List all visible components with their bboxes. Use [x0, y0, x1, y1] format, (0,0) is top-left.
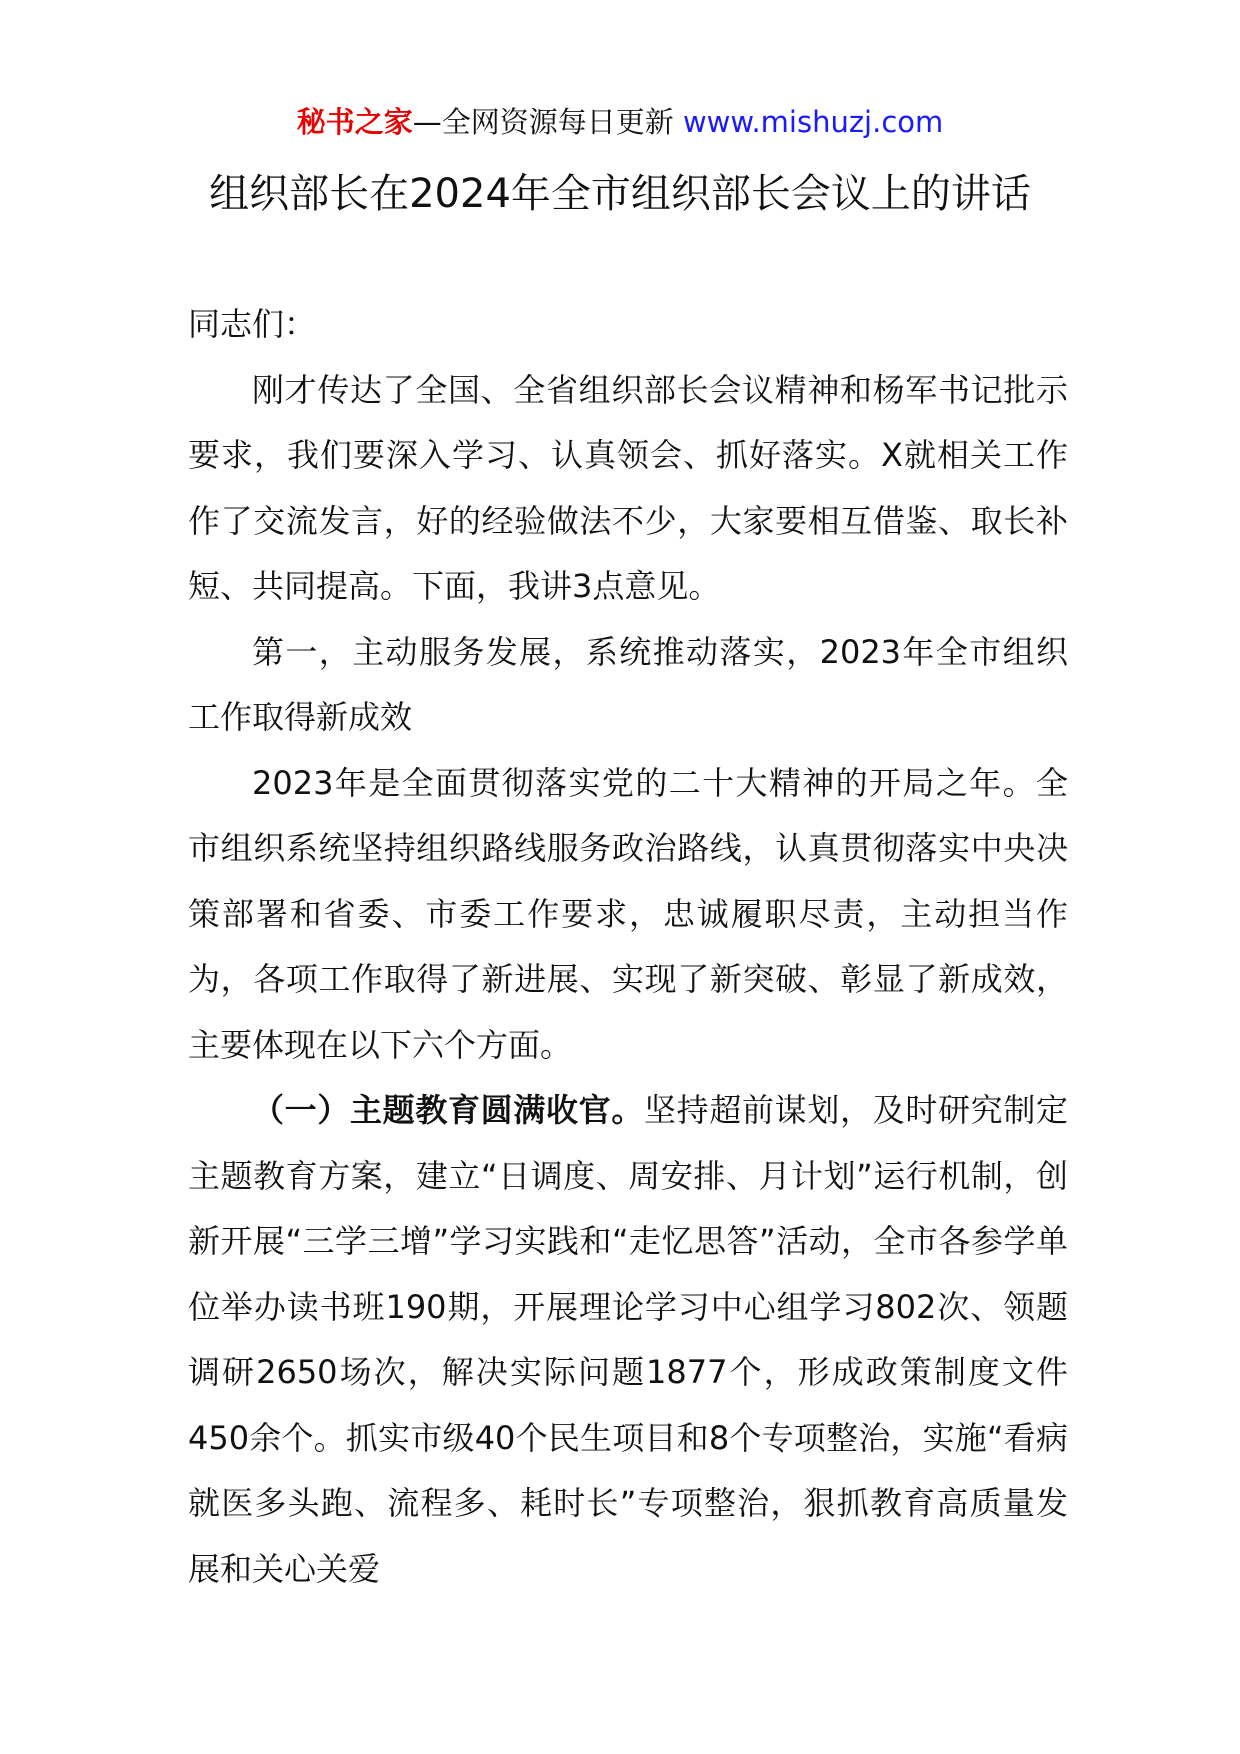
subsection-heading: （一）主题教育圆满收官。 — [252, 1091, 644, 1129]
brand-slogan: —全网资源每日更新 — [412, 105, 674, 139]
paragraph-intro: 刚才传达了全国、全省组织部长会议精神和杨军书记批示要求，我们要深入学习、认真领会、抓好落实。X就相关工作作了交流发言，好的经验做法不少，大家要相互借鉴、取长补短、共同提高。下面，我讲3点意见。 — [188, 370, 1068, 605]
document-body — [188, 292, 1068, 1602]
document-title: 组织部长在2024年全市组织部长会议上的讲话 — [209, 171, 1031, 217]
paragraph-subsection-1 — [188, 1078, 1068, 1602]
watermark-banner — [0, 100, 1240, 144]
subsection-text: 坚持超前谋划，及时研究制定主题教育方案，建立“日调度、周安排、月计划”运行机制，创新开展“三学三增”学习实践和“走忆思答”活动，全市各参学单位举办读书班190期，开展理论学习中心组学习802次、领题调研2650场次，解决实际问题1877个，形成政策制度文件450余个。抓实市级40个民生项目和8个专项整治，实施“看病就医多头跑、流程多、耗时长”专项整治，狠抓教育高质量发展和关心关爱 — [188, 1091, 1068, 1588]
salutation: 同志们： — [188, 305, 317, 343]
section-heading-first: 第一，主动服务发展，系统推动落实，2023年全市组织工作取得新成效 — [188, 632, 1068, 736]
brand-url[interactable]: www.mishuzj.com — [682, 105, 944, 139]
brand-name: 秘书之家 — [296, 105, 413, 139]
paragraph-overview: 2023年是全面贯彻落实党的二十大精神的开局之年。全市组织系统坚持组织路线服务政治路线，认真贯彻落实中央决策部署和省委、市委工作要求，忠诚履职尽责，主动担当作为，各项工作取得了新进展、实现了新突破、彰显了新成效，主要体现在以下六个方面。 — [188, 763, 1068, 1064]
